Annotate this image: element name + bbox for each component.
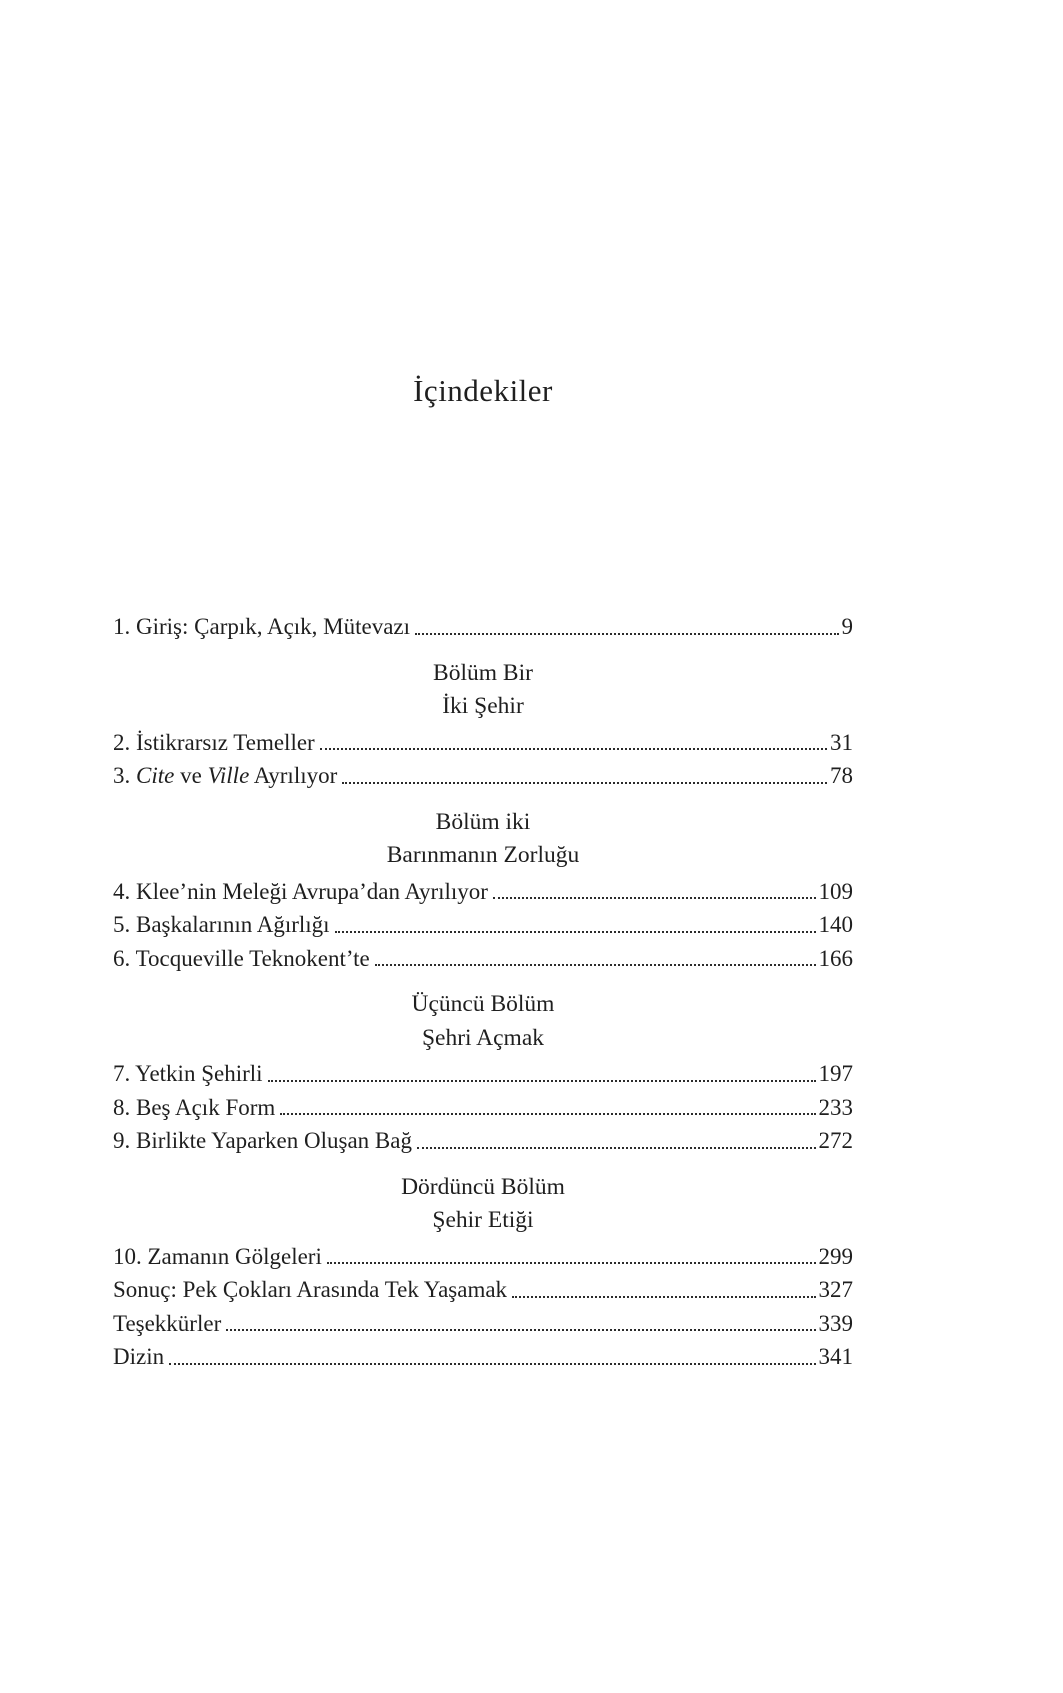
section-heading-line: Şehri Açmak	[421, 1024, 545, 1051]
dot-leader	[280, 1113, 815, 1115]
toc-label-part: 5. Başkalarının Ağırlığı	[113, 912, 330, 937]
toc-entry-page: 327	[818, 1277, 853, 1302]
dot-leader	[415, 633, 838, 635]
toc-label-part: 1. Giriş: Çarpık, Açık, Mütevazı	[113, 614, 411, 639]
toc-entry-label	[113, 1057, 263, 1091]
toc-entry-label	[113, 1124, 412, 1158]
toc-entry	[113, 1273, 853, 1307]
toc-entry-page: 339	[818, 1310, 853, 1336]
toc-entry-page: 9	[841, 614, 853, 639]
toc-list	[113, 610, 853, 1374]
toc-label-part: 9. Birlikte Yaparken Oluşan Bağ	[113, 1128, 412, 1153]
toc-entry	[113, 942, 853, 976]
toc-entry	[113, 759, 853, 793]
toc-entry-label	[113, 726, 315, 760]
dot-leader	[335, 931, 816, 933]
section-heading	[113, 1171, 853, 1238]
dot-leader	[169, 1363, 815, 1365]
toc-entry-page: 233	[818, 1094, 853, 1120]
toc-entry-label	[113, 942, 370, 976]
toc-label-part: 6. Tocqueville Teknokent’te	[113, 945, 370, 971]
toc-entry-label	[113, 1307, 221, 1341]
toc-entry-page: 166	[818, 945, 853, 971]
section-heading-line: Bölüm iki	[435, 808, 531, 835]
section-heading-line: Üçüncü Bölüm	[411, 991, 555, 1017]
toc-entry-page: 109	[818, 878, 853, 904]
toc-label-part: Ayrılıyor	[249, 763, 338, 788]
toc-label-part: Dizin	[113, 1344, 165, 1369]
toc-entry	[113, 1057, 853, 1091]
dot-leader	[327, 1262, 816, 1264]
toc-label-part: 4. Klee’nin Meleği Avrupa’dan Ayrılıyor	[113, 878, 488, 904]
section-heading	[113, 988, 853, 1055]
toc-label-italic-part: Cite	[136, 763, 175, 788]
toc-label-part: 10. Zamanın Gölgeleri	[113, 1243, 322, 1269]
toc-entry-label	[113, 1340, 164, 1374]
toc-entry-page: 272	[818, 1128, 853, 1153]
dot-leader	[493, 897, 816, 899]
toc-entry-label	[113, 875, 488, 909]
toc-entry-label	[113, 1091, 275, 1125]
toc-entry-page: 299	[818, 1243, 853, 1269]
toc-entry	[113, 1307, 853, 1341]
section-heading	[113, 657, 853, 724]
toc-entry-page: 140	[818, 912, 853, 937]
dot-leader	[320, 748, 827, 750]
dot-leader	[342, 782, 827, 784]
section-heading-line: Şehir Etiği	[432, 1207, 534, 1233]
section-heading-line: İki Şehir	[442, 693, 524, 719]
toc-label-part: ve	[174, 763, 208, 788]
toc-entry	[113, 875, 853, 909]
toc-entry	[113, 610, 853, 644]
section-heading-line: Barınmanın Zorluğu	[386, 842, 580, 868]
toc-entry-label	[113, 610, 410, 644]
dot-leader	[417, 1147, 816, 1149]
toc-label-part: Teşekkürler	[113, 1310, 222, 1336]
section-heading-line: Dördüncü Bölüm	[401, 1173, 565, 1200]
toc-label-part: 7. Yetkin Şehirli	[113, 1061, 263, 1086]
page-title: İçindekiler	[413, 373, 553, 408]
toc-entry-page: 197	[818, 1061, 853, 1086]
toc-label-part: 8. Beş Açık Form	[113, 1094, 276, 1120]
toc-entry-label	[113, 1240, 322, 1274]
toc-entry	[113, 1091, 853, 1125]
toc-label-part: 3.	[113, 763, 136, 788]
section-heading-line: Bölüm Bir	[433, 659, 533, 686]
toc-entry-label	[113, 759, 337, 793]
toc-entry-label	[113, 1273, 507, 1307]
dot-leader	[375, 964, 816, 966]
dot-leader	[226, 1329, 815, 1331]
toc-entry-page: 341	[818, 1344, 853, 1369]
toc-entry-label	[113, 908, 330, 942]
toc-label-italic-part: Ville	[207, 763, 250, 788]
toc-label-part: 2. İstikrarsız Temeller	[113, 729, 315, 755]
toc-entry	[113, 1124, 853, 1158]
contents-page	[113, 0, 853, 1374]
dot-leader	[512, 1296, 815, 1298]
toc-entry	[113, 726, 853, 760]
toc-entry	[113, 1340, 853, 1374]
toc-entry	[113, 1240, 853, 1274]
toc-label-part: Sonuç: Pek Çokları Arasında Tek Yaşamak	[113, 1277, 508, 1302]
toc-entry	[113, 908, 853, 942]
toc-entry-page: 31	[830, 729, 853, 755]
section-heading	[113, 806, 853, 873]
dot-leader	[268, 1080, 816, 1082]
toc-entry-page: 78	[830, 763, 853, 788]
